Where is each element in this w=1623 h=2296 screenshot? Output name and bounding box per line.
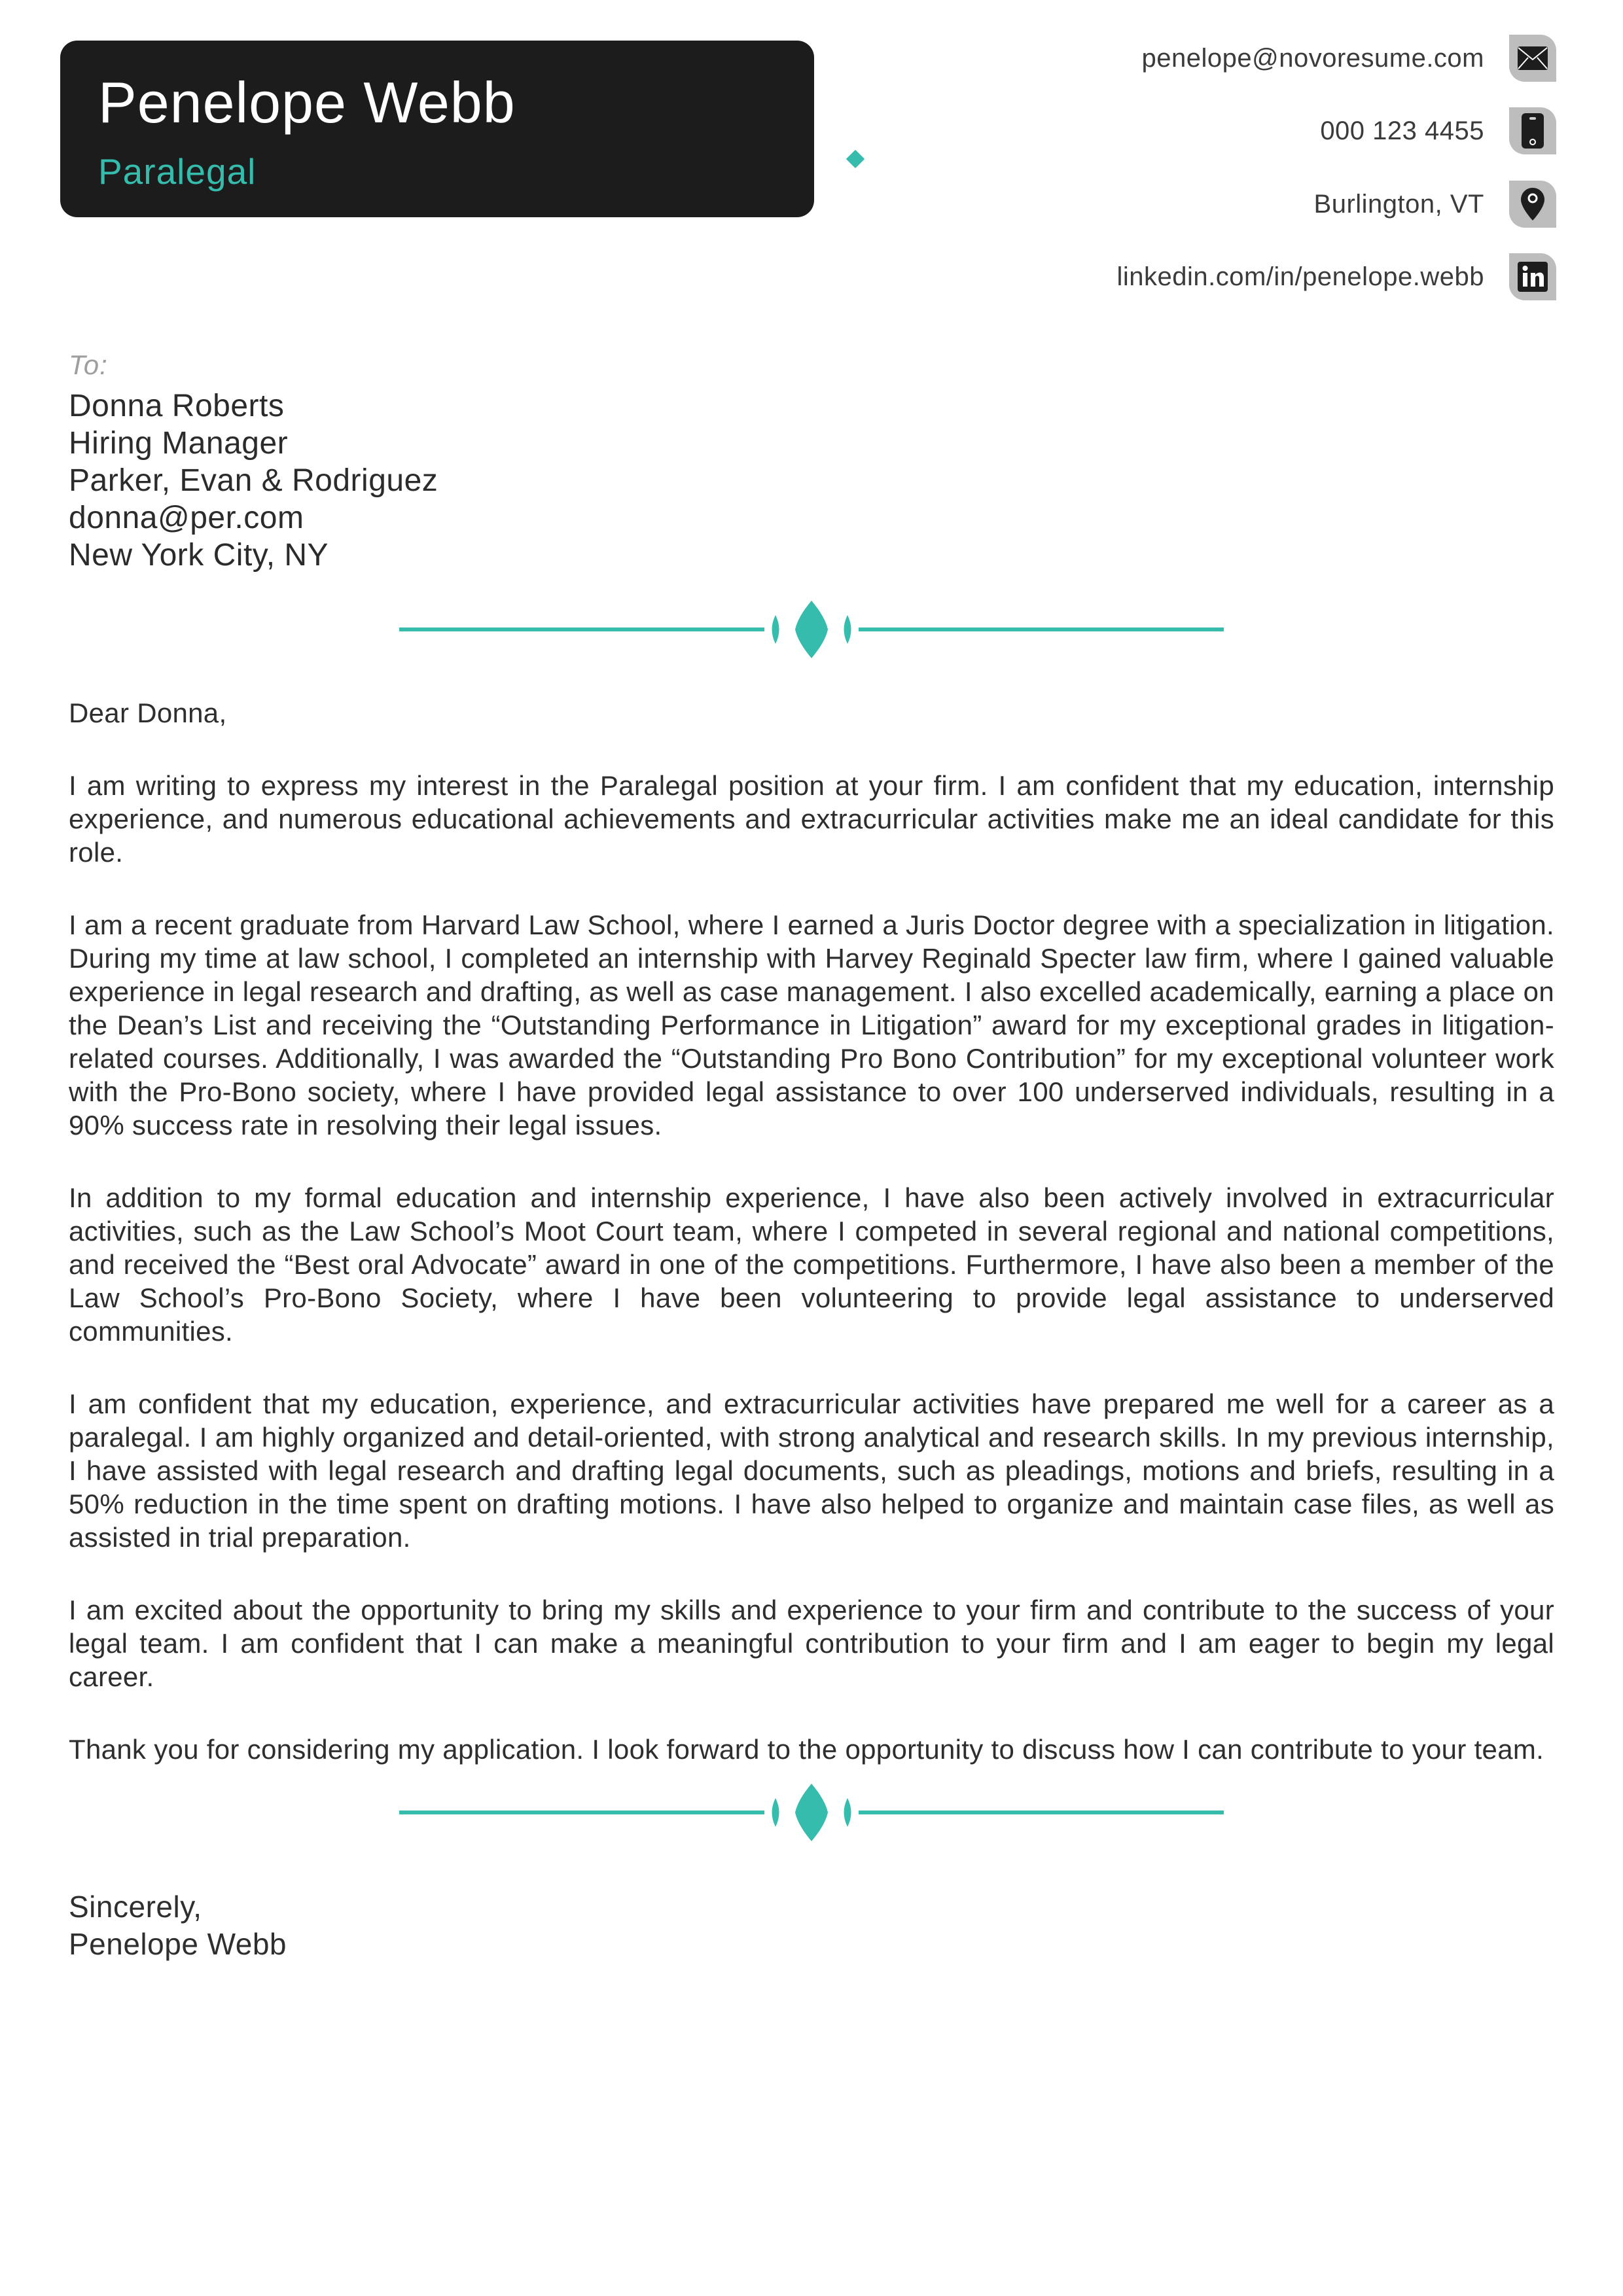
email-value: penelope@novoresume.com [1141,43,1484,73]
phone-icon [1509,107,1556,154]
candidate-title: Paralegal [98,151,257,192]
letter-body [69,696,1554,1805]
candidate-name: Penelope Webb [98,70,516,135]
recipient-company: Parker, Evan & Rodriguez [69,463,438,498]
linkedin-icon [1509,253,1556,300]
location-icon [1509,181,1556,228]
phone-value: 000 123 4455 [1320,116,1484,145]
contact-row-linkedin [1116,253,1556,300]
signature-block [69,1888,287,1963]
location-value: Burlington, VT [1313,189,1484,219]
letter-paragraph-4: I am confident that my education, experience, and extracurricular activities have prepared me well for a career as a paralegal. I am highly organized and detail-oriented, with strong analytical and research skills. In my previous internship, I have assisted with legal research and drafting legal documents, such as pleadings, motions and briefs, resulting in a 50% reduction in the time spent on drafting motions. I have also helped to organize and maintain case files, as well as assisted in trial preparation. [69,1388,1554,1553]
letter-paragraph-6: Thank you for considering my application. I look forward to the opportunity to discuss how I can contribute to your team. [69,1734,1544,1765]
linkedin-value: linkedin.com/in/penelope.webb [1116,262,1484,291]
salutation: Dear Donna, [69,698,227,728]
header-diamond-icon [840,144,870,173]
section-divider-top [399,595,1224,663]
contact-row-email [1141,35,1556,82]
recipient-label: To: [69,349,108,380]
recipient-city: New York City, NY [69,538,329,573]
recipient-email: donna@per.com [69,501,304,535]
letter-paragraph-5: I am excited about the opportunity to bring my skills and experience to your firm and contribute to the success of your legal team. I am confident that I can make a meaningful contribution to your firm and I am eager to begin my legal career. [69,1595,1554,1692]
letter-paragraph-1: I am writing to express my interest in the Paralegal position at your firm. I am confident that my education, internship experience, and numerous educational achievements and extracurricular activities make me an ideal candidate for this role. [69,770,1554,868]
signature-name: Penelope Webb [69,1927,287,1961]
letter-paragraph-3: In addition to my formal education and internship experience, I have also been actively involved in extracurricular activities, such as the Law School’s Moot Court team, where I competed in several regional and national competitions, and received the “Best oral Advocate” award in one of the competitions. Furthermore, I have also been a member of the Law School’s Pro-Bono Society, where I have been volunteering to provide legal assistance to underserved communities. [69,1182,1554,1347]
recipient-name: Donna Roberts [69,389,285,423]
recipient-role: Hiring Manager [69,426,289,461]
contact-row-location [1314,181,1556,228]
recipient-block [69,349,438,574]
closing: Sincerely, [69,1890,202,1924]
email-icon [1509,35,1556,82]
contact-row-phone [1320,107,1556,154]
section-divider-bottom [399,1778,1224,1846]
header-card [60,41,814,217]
letter-paragraph-2: I am a recent graduate from Harvard Law School, where I earned a Juris Doctor degree with a specialization in litigation. During my time at law school, I completed an internship with Harvey Reginald Specter law firm, where I gained valuable experience in legal research and drafting, as well as case management. I also excelled academically, earning a place on the Dean’s List and receiving the “Outstanding Performance in Litigation” award for my exceptional grades in litigation-related courses. Additionally, I was awarded the “Outstanding Pro Bono Contribution” for my exceptional volunteer work with the Pro-Bono society, where I have provided legal assistance to over 100 underserved individuals, resulting in a 90% success rate in resolving their legal issues. [69,910,1554,1140]
